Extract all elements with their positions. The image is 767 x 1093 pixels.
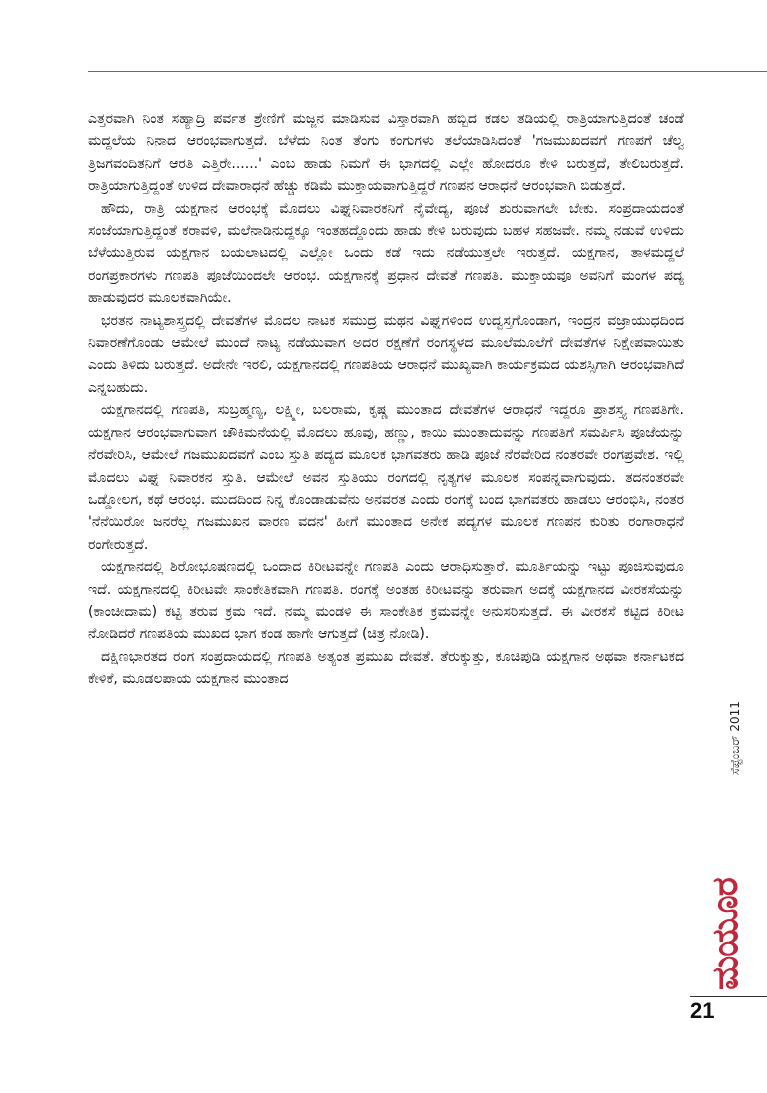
paragraph: ಭರತನ ನಾಟ್ಯಶಾಸ್ತ್ರದಲ್ಲಿ ದೇವತೆಗಳ ಮೊದಲ ನಾಟಕ ಸಮುದ್ರ ಮಥನ ವಿಘ್ನಗಳಿಂದ ಉದ್ವಸ್ತಗೊಂಡಾಗ, ಇಂದ್ರನ ವಜ್ರಾಯುಧದಿಂದ ನಿವಾರಣೆಗೊಂಡು ಆಮೇಲೆ ಮುಂದೆ ನಾಟ್ಯ ನಡೆಯುವಾಗ ಅದರ ರಕ್ಷಣೆಗೆ ರಂಗಸ್ಥಳದ ಮೂಲೆಮೂಲೆಗೆ ದೇವತೆಗಳ ನಿಕ್ಷೇಪವಾಯಿತು ಎಂದು ತಿಳಿದು ಬರುತ್ತದೆ. ಅದೇನೇ ಇರಲಿ, ಯಕ್ಷಗಾನದಲ್ಲಿ ಗಣಪತಿಯ ಆರಾಧನೆ ಮುಖ್ಯವಾಗಿ ಕಾರ್ಯಕ್ರಮದ ಯಶಸ್ಸಿಗಾಗಿ ಆರಂಭವಾಗಿದೆ ಎನ್ನಬಹುದು. [88,312,684,396]
paragraph: ಹೌದು, ರಾತ್ರಿ ಯಕ್ಷಗಾನ ಆರಂಭಕ್ಕೆ ಮೊದಲು ವಿಘ್ನನಿವಾರಕನಿಗೆ ನೈವೇದ್ಯ, ಪೂಜೆ ಶುರುವಾಗಲೇ ಬೇಕು. ಸಂಪ್ರದಾಯದಂತೆ ಸಂಜೆಯಾಗುತ್ತಿದ್ದಂತೆ ಕರಾವಳಿ, ಮಲೆನಾಡಿನುದ್ದಕ್ಕೂ ಇಂತಹದ್ದೊಂದು ಹಾಡು ಕೇಳಿ ಬರುವುದು ಬಹಳ ಸಹಜವೇ. ನಮ್ಮ ನಡುವೆ ಉಳಿದು ಬೆಳೆಯುತ್ತಿರುವ ಯಕ್ಷಗಾನ ಬಯಲಾಟದಲ್ಲಿ ಎಲ್ಲೋ ಒಂದು ಕಡೆ ಇದು ನಡೆಯುತ್ತಲೇ ಇರುತ್ತದೆ. ಯಕ್ಷಗಾನ, ತಾಳಮದ್ದಲೆ ರಂಗಪ್ರಕಾರಗಳು ಗಣಪತಿ ಪೂಜೆಯಿಂದಲೇ ಆರಂಭ. ಯಕ್ಷಗಾನಕ್ಕೆ ಪ್ರಧಾನ ದೇವತೆ ಗಣಪತಿ. ಮುಕ್ತಾಯವೂ ಅವನಿಗೆ ಮಂಗಳ ಪದ್ಯ ಹಾಡುವುದರ ಮೂಲಕವಾಗಿಯೇ. [88,200,684,307]
issue-year: 2011 [728,701,742,732]
issue-month: ಸೆಪ್ಟೆಂಬರ್ [728,735,742,775]
page-number: 21 [690,998,715,1023]
top-rule [88,71,767,72]
article-body [88,108,684,691]
masthead-title: ಮಯೂರ [705,878,746,990]
masthead-block [705,878,746,990]
paragraph: ಎತ್ತರವಾಗಿ ನಿಂತ ಸಹ್ಯಾದ್ರಿ ಪರ್ವತ ಶ್ರೇಣಿಗೆ ಮಜ್ಜನ ಮಾಡಿಸುವ ವಿಸ್ತಾರವಾಗಿ ಹಬ್ಬಿದ ಕಡಲ ತಡಿಯಲ್ಲಿ ರಾತ್ರಿಯಾಗುತ್ತಿದಂತೆ ಚಂಡೆ ಮದ್ದಲೆಯ ನಿನಾದ ಆರಂಭವಾಗುತ್ತದೆ. ಬೆಳೆದು ನಿಂತ ತೆಂಗು ಕಂಗುಗಳು ತಲೆಯಾಡಿಸಿದಂತೆ 'ಗಜಮುಖದವಗೆ ಗಣಪಗೆ ಚೆಲ್ವ ತ್ರಿಜಗವಂದಿತನಿಗೆ ಆರತಿ ಎತ್ತಿರೇ......' ಎಂಬ ಹಾಡು ನಿಮಗೆ ಈ ಭಾಗದಲ್ಲಿ ಎಲ್ಲೇ ಹೋದರೂ ಕೇಳಿ ಬರುತ್ತದೆ, ತೇಲಿಬರುತ್ತದೆ. ರಾತ್ರಿಯಾಗುತ್ತಿದ್ದಂತೆ ಉಳಿದ ದೇವಾರಾಧನೆ ಹೆಚ್ಚು ಕಡಿಮೆ ಮುಕ್ತಾಯವಾಗುತ್ತಿದ್ದರೆ ಗಣಪನ ಆರಾಧನೆ ಆರಂಭವಾಗಿ ಬಿಡುತ್ತದೆ. [88,111,684,195]
paragraph: ದಕ್ಷಿಣಭಾರತದ ರಂಗ ಸಂಪ್ರದಾಯದಲ್ಲಿ ಗಣಪತಿ ಅತ್ಯಂತ ಪ್ರಮುಖ ದೇವತೆ. ತೆರುಕ್ಕುತ್ತು, ಕೂಚಿಪುಡಿ ಯಕ್ಷಗಾನ ಅಥವಾ ಕರ್ನಾಟಕದ ಕೇಳಿಕೆ, ಮೂಡಲಪಾಯ ಯಕ್ಷಗಾನ ಮುಂತಾದ [88,648,684,688]
issue-date [728,701,743,775]
page-number-rule [690,996,767,997]
paragraph: ಯಕ್ಷಗಾನದಲ್ಲಿ ಶಿರೋಭೂಷಣದಲ್ಲಿ ಒಂದಾದ ಕಿರೀಟವನ್ನೇ ಗಣಪತಿ ಎಂದು ಆರಾಧಿಸುತ್ತಾರೆ. ಮೂರ್ತಿಯನ್ನು ಇಟ್ಟು ಪೂಜಿಸುವುದೂ ಇದೆ. ಯಕ್ಷಗಾನದಲ್ಲಿ ಕಿರೀಟವೇ ಸಾಂಕೇತಿಕವಾಗಿ ಗಣಪತಿ. ರಂಗಕ್ಕೆ ಅಂತಹ ಕಿರೀಟವನ್ನು ತರುವಾಗ ಅದಕ್ಕೆ ಯಕ್ಷಗಾನದ ವೀರಕಸೆಯನ್ನು (ಕಾಂಚೀದಾಮ) ಕಟ್ಟಿ ತರುವ ಕ್ರಮ ಇದೆ. ನಮ್ಮ ಮಂಡಳಿ ಈ ಸಾಂಕೇತಿಕ ಕ್ರಮವನ್ನೇ ಅನುಸರಿಸುತ್ತದೆ. ಈ ವೀರಕಸೆ ಕಟ್ಟಿದ ಕಿರೀಟ ನೋಡಿದರೆ ಗಣಪತಿಯ ಮುಖದ ಭಾಗ ಕಂಡ ಹಾಗೇ ಆಗುತ್ತದೆ (ಚಿತ್ರ ನೋಡಿ). [88,559,684,643]
paragraph: ಯಕ್ಷಗಾನದಲ್ಲಿ ಗಣಪತಿ, ಸುಬ್ರಹ್ಮಣ್ಯ, ಲಕ್ಷ್ಮೀ, ಬಲರಾಮ, ಕೃಷ್ಣ ಮುಂತಾದ ದೇವತೆಗಳ ಆರಾಧನೆ ಇದ್ದರೂ ಪ್ರಾಶಸ್ತ್ಯ ಗಣಪತಿಗೇ. ಯಕ್ಷಗಾನ ಆರಂಭವಾಗುವಾಗ ಚೌಕಿಮನೆಯಲ್ಲಿ ಮೊದಲು ಹೂವು, ಹಣ್ಣು, ಕಾಯಿ ಮುಂತಾದುವನ್ನು ಗಣಪತಿಗೆ ಸಮರ್ಪಿಸಿ ಪೂಜೆಯನ್ನು ನೆರವೇರಿಸಿ, ಆಮೇಲೆ ಗಜಮುಖದವಗೆ ಎಂಬ ಸ್ತುತಿ ಪದ್ಯದ ಮೂಲಕ ಭಾಗವತರು ಹಾಡಿ ಪೂಜೆ ನೆರವೇರಿದ ನಂತರವೇ ರಂಗಪ್ರವೇಶ. ಇಲ್ಲಿ ಮೊದಲು ವಿಘ್ನ ನಿವಾರಕನ ಸ್ತುತಿ. ಆಮೇಲೆ ಅವನ ಸ್ತುತಿಯು ರಂಗದಲ್ಲಿ ನೃತ್ಯಗಳ ಮೂಲಕ ಸಂಪನ್ನವಾಗುವುದು. ತದನಂತರವೇ ಒಡ್ಡೋಲಗ, ಕಥೆ ಆರಂಭ. ಮುದದಿಂದ ನಿನ್ನ ಕೊಂಡಾಡುವೆನು ಅನವರತ ಎಂದು ರಂಗಕ್ಕೆ ಬಂದ ಭಾಗವತರು ಹಾಡಲು ಆರಂಭಿಸಿ, ನಂತರ 'ನೆನೆಯಿರೋ ಜನರೆಲ್ಲ ಗಜಮುಖನ ವಾರಣ ವದನ' ಹೀಗೆ ಮುಂತಾದ ಅನೇಕ ಪದ್ಯಗಳ ಮೂಲಕ ಗಣಪನ ಕುರಿತು ರಂಗಾರಾಧನೆ ರಂಗೇರುತ್ತದೆ. [88,402,684,553]
